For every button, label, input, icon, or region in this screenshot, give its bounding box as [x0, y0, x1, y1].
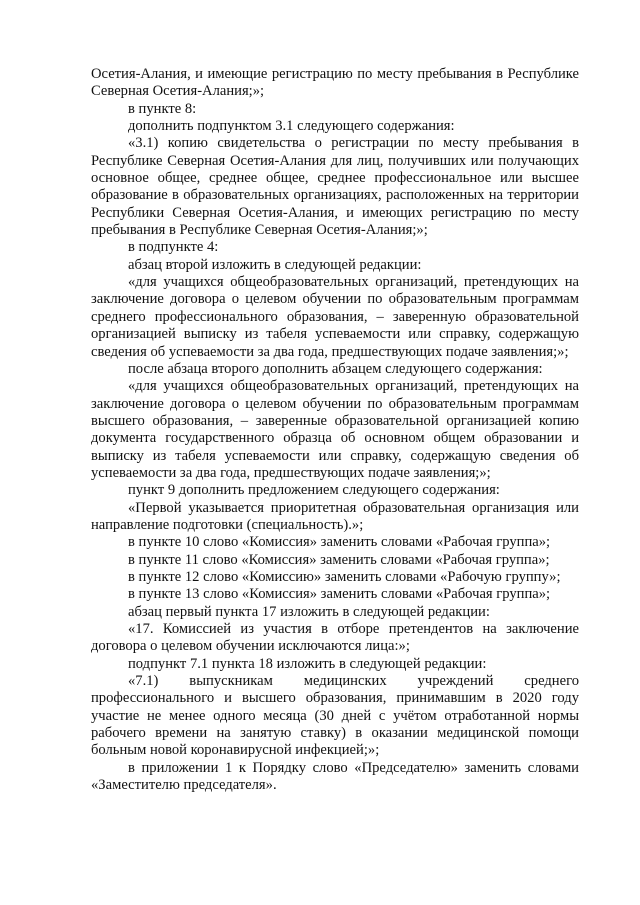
paragraph: «3.1) копию свидетельства о регистрации по месту пребывания в Республике Северная Осетия-Алания для лиц, получивших или получающих основное общее, среднее общее, среднее профессиональное или высшее образование в образовательных организациях, расположенных на территории Республики Северная Осетия-Алания, и имеющих регистрацию по месту пребывания в Республике Северная Осетия-Алания;»; — [91, 135, 579, 239]
paragraph: «7.1) выпускникам медицинских учреждений среднего профессионального и высшего образования, принимавшим в 2020 году участие не менее одного месяца (30 дней с учётом отработанной нормы рабочего времени на занятую ставку) в оказании медицинской помощи больным новой коронавирусной инфекцией;»; — [91, 673, 579, 759]
paragraph: Осетия-Алания, и имеющие регистрацию по месту пребывания в Республике Северная Осетия-Алания;»; — [91, 66, 579, 100]
paragraph: в пункте 10 слово «Комиссия» заменить словами «Рабочая группа»; — [128, 534, 551, 551]
paragraph: в приложении 1 к Порядку слово «Председателю» заменить словами «Заместителю председателя». — [91, 759, 579, 794]
paragraph: в пункте 8: — [128, 100, 197, 117]
paragraph: подпункт 7.1 пункта 18 изложить в следующей редакции: — [128, 655, 487, 672]
paragraph: «для учащихся общеобразовательных организаций, претендующих на заключение договора о целевом обучении по образовательным программам высшего образования, – заверенные образовательной организацией копию документа государственного образца об основном общем образовании и выписку из табеля успеваемости или справку, содержащую сведения об успеваемости за два года, предшествующих подаче заявления;»; — [91, 378, 579, 481]
paragraph: в пункте 11 слово «Комиссия» заменить словами «Рабочая группа»; — [128, 551, 550, 568]
paragraph: в подпункте 4: — [128, 239, 219, 256]
paragraph: дополнить подпунктом 3.1 следующего содержания: — [128, 118, 455, 135]
paragraph: после абзаца второго дополнить абзацем следующего содержания: — [128, 360, 543, 377]
paragraph: «Первой указывается приоритетная образовательная организация или направление подготовки (специальность).»; — [91, 499, 579, 533]
paragraph: в пункте 12 слово «Комиссию» заменить словами «Рабочую группу»; — [128, 568, 561, 585]
paragraph: в пункте 13 слово «Комиссия» заменить словами «Рабочая группа»; — [128, 586, 551, 603]
paragraph: пункт 9 дополнить предложением следующего содержания: — [128, 482, 500, 499]
paragraph: «для учащихся общеобразовательных организаций, претендующих на заключение договора о целевом обучении по образовательным программам среднего профессионального образования, – заверенную образовательной организацией выписку из табеля успеваемости или справку, содержащую сведения об успеваемости за два года, предшествующих подаче заявления;»; — [91, 274, 579, 360]
paragraph: абзац первый пункта 17 изложить в следующей редакции: — [128, 603, 490, 620]
paragraph: абзац второй изложить в следующей редакции: — [128, 256, 422, 273]
paragraph: «17. Комиссией из участия в отборе претендентов на заключение договора о целевом обучении исключаются лица:»; — [91, 621, 579, 655]
